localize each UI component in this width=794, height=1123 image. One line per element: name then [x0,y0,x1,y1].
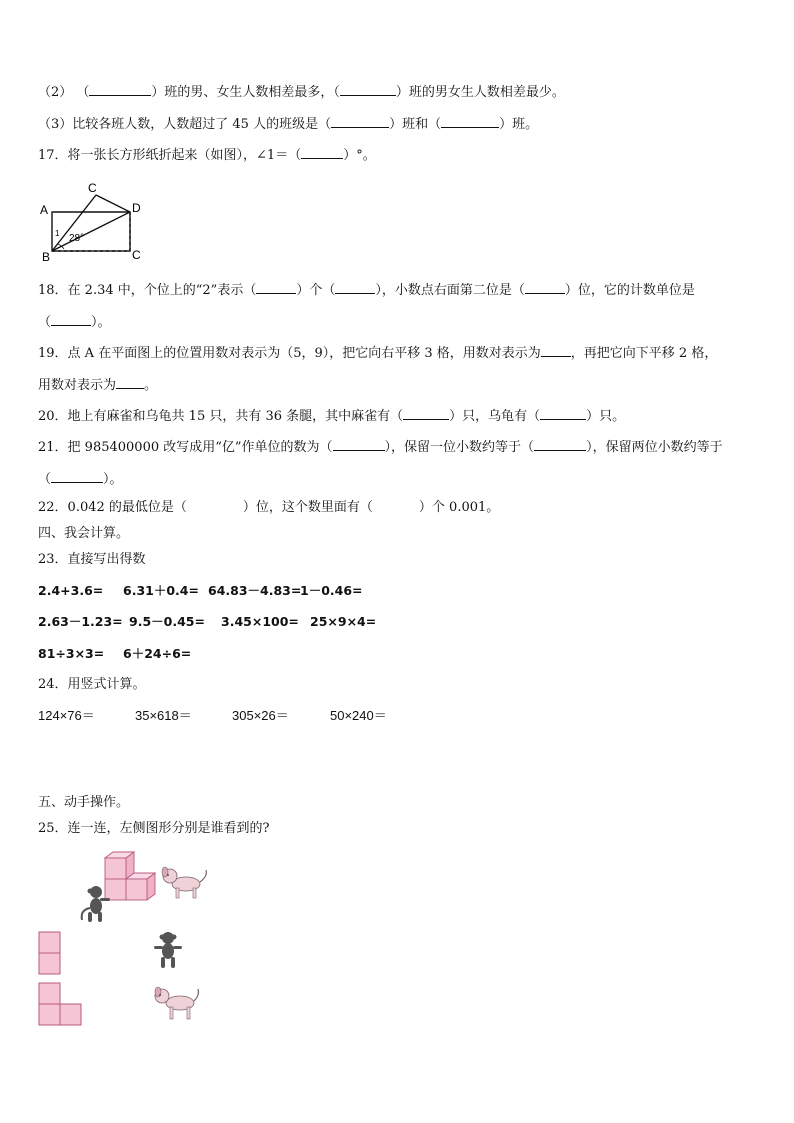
folded-rectangle-figure [36,178,148,264]
cube-front-face [126,879,147,900]
q18-line1: 18．在 2.34 中，个位上的“2”表示（ ）个（ ），小数点右面第二位是（ ）位，它的计数单位是 [38,283,695,298]
answer-blank[interactable] [534,438,586,451]
q21-line2: （ ）。 [38,472,123,487]
label-c-bottom: C [132,248,141,262]
angle-28-label: 28° [69,233,85,244]
answer-blank[interactable] [333,438,385,451]
answer-blank[interactable] [51,313,91,326]
q19-line2: 用数对表示为 。 [38,378,158,393]
calc-item: 6＋24÷6= [123,646,192,661]
answer-blank[interactable] [89,83,151,96]
answer-blank[interactable] [525,281,565,294]
q22-question: 22．0.042 的最低位是（ ）位，这个数里面有（ ）个 0.001。 [38,500,500,515]
angle-1-label: 1 [55,229,60,238]
folded-edge-cd [96,195,130,212]
dog-icon [162,867,206,898]
answer-blank[interactable] [541,344,571,357]
cube-front-face [105,879,126,900]
answer-blank[interactable] [301,146,343,159]
label-a: A [40,203,49,217]
calc-item: 64.83－4.83= [208,583,302,598]
answer-blank[interactable] [51,470,103,483]
view-option-two-stacked[interactable] [38,931,62,975]
q16-part3: （3）比较各班人数，人数超过了 45 人的班级是（ ）班和（ ）班。 [38,117,539,132]
dog-icon[interactable] [150,985,202,1025]
q17-question: 17．将一张长方形纸折起来（如图），∠1＝（ ）°。 [38,148,376,163]
label-c-top: C [88,181,97,195]
q23-title: 23．直接写出得数 [38,552,146,567]
answer-blank[interactable] [340,83,396,96]
answer-blank[interactable] [403,407,449,420]
answer-blank[interactable] [331,115,389,128]
q20-question: 20．地上有麻雀和乌龟共 15 只，共有 36 条腿，其中麻雀有（ ）只，乌龟有（ ）只。 [38,409,626,424]
vertical-calc-item: 50×240＝ [330,708,387,723]
calc-item: 81÷3×3= [38,646,105,661]
cube-front-face [105,858,126,879]
calc-item: 25×9×4= [310,614,377,629]
calc-item: 9.5－0.45= [129,614,205,629]
monkey-icon[interactable] [150,930,186,970]
calc-item: 2.4+3.6= [38,583,104,598]
cube-scene-figure [76,850,211,930]
calc-item: 1－0.46= [300,583,363,598]
calc-item: 6.31＋0.4= [123,583,199,598]
calc-item: 3.45×100= [221,614,299,629]
vertical-calc-item: 35×618＝ [135,708,192,723]
label-b: B [42,250,51,264]
vertical-calc-item: 305×26＝ [232,708,289,723]
q24-title: 24．用竖式计算。 [38,677,146,692]
q25-title: 25．连一连，左侧图形分别是谁看到的? [38,821,270,836]
answer-blank[interactable] [335,281,375,294]
answer-blank[interactable] [441,115,499,128]
view-option-l-shape[interactable] [38,982,83,1026]
answer-blank[interactable] [116,376,144,389]
q18-line2: （ ）。 [38,315,111,330]
section-5-heading: 五、动手操作。 [38,795,130,810]
answer-blank[interactable] [256,281,296,294]
fold-line-bd [52,212,130,251]
q19-line1: 19．点 A 在平面图上的位置用数对表示为（5，9），把它向右平移 3 格，用数对表示为 ，再把它向下平移 2 格， [38,346,718,361]
calc-item: 2.63－1.23= [38,614,123,629]
q21-line1: 21．把 985400000 改写成用“亿”作单位的数为（ ），保留一位小数约等于（ ），保留两位小数约等于 [38,440,723,455]
vertical-calc-item: 124×76＝ [38,708,95,723]
section-4-heading: 四、我会计算。 [38,526,130,541]
q16-part2: （2） （ ）班的男、女生人数相差最多，（ ）班的男女生人数相差最少。 [38,85,565,100]
answer-blank[interactable] [540,407,586,420]
label-d: D [132,201,141,215]
